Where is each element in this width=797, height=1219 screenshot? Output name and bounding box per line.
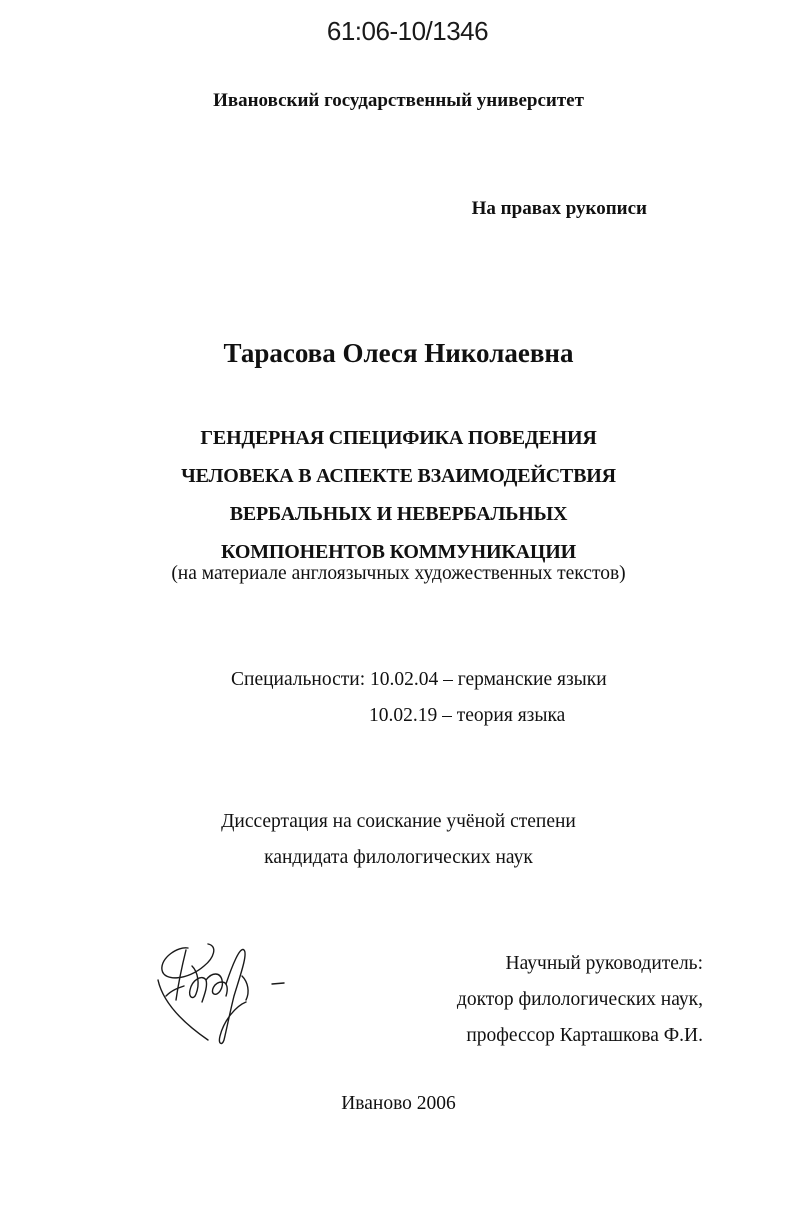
author-name: Тарасова Олеся Николаевна [223,338,574,368]
degree-line-2: кандидата филологических наук [264,847,533,868]
title-line-3: ВЕРБАЛЬНЫХ И НЕВЕРБАЛЬНЫХ [229,503,568,525]
supervisor-degree: доктор филологических наук, [456,989,703,1010]
specialty-line-2: 10.02.19 – теория языка [369,705,566,726]
city-year: Иваново 2006 [341,1093,456,1114]
title-line-4: КОМПОНЕНТОВ КОММУНИКАЦИИ [221,541,576,563]
specialty-line-1: Специальности: 10.02.04 – германские языки [231,669,607,690]
supervisor-name: профессор Карташкова Ф.И. [466,1025,703,1046]
degree-line-1: Диссертация на соискание учёной степени [221,811,576,832]
manuscript-rights-note: На правах рукописи [471,198,647,219]
university-name: Ивановский государственный университет [213,90,584,111]
supervisor-label: Научный руководитель: [505,953,703,974]
title-line-2: ЧЕЛОВЕКА В АСПЕКТЕ ВЗАИМОДЕЙСТВИЯ [181,465,616,487]
dissertation-subtitle: (на материале англоязычных художественных текстов) [171,563,626,584]
catalog-code: 61:06-10/1346 [326,16,489,46]
title-line-1: ГЕНДЕРНАЯ СПЕЦИФИКА ПОВЕДЕНИЯ [200,427,597,449]
handwritten-signature [148,936,298,1048]
dissertation-title [0,419,797,571]
